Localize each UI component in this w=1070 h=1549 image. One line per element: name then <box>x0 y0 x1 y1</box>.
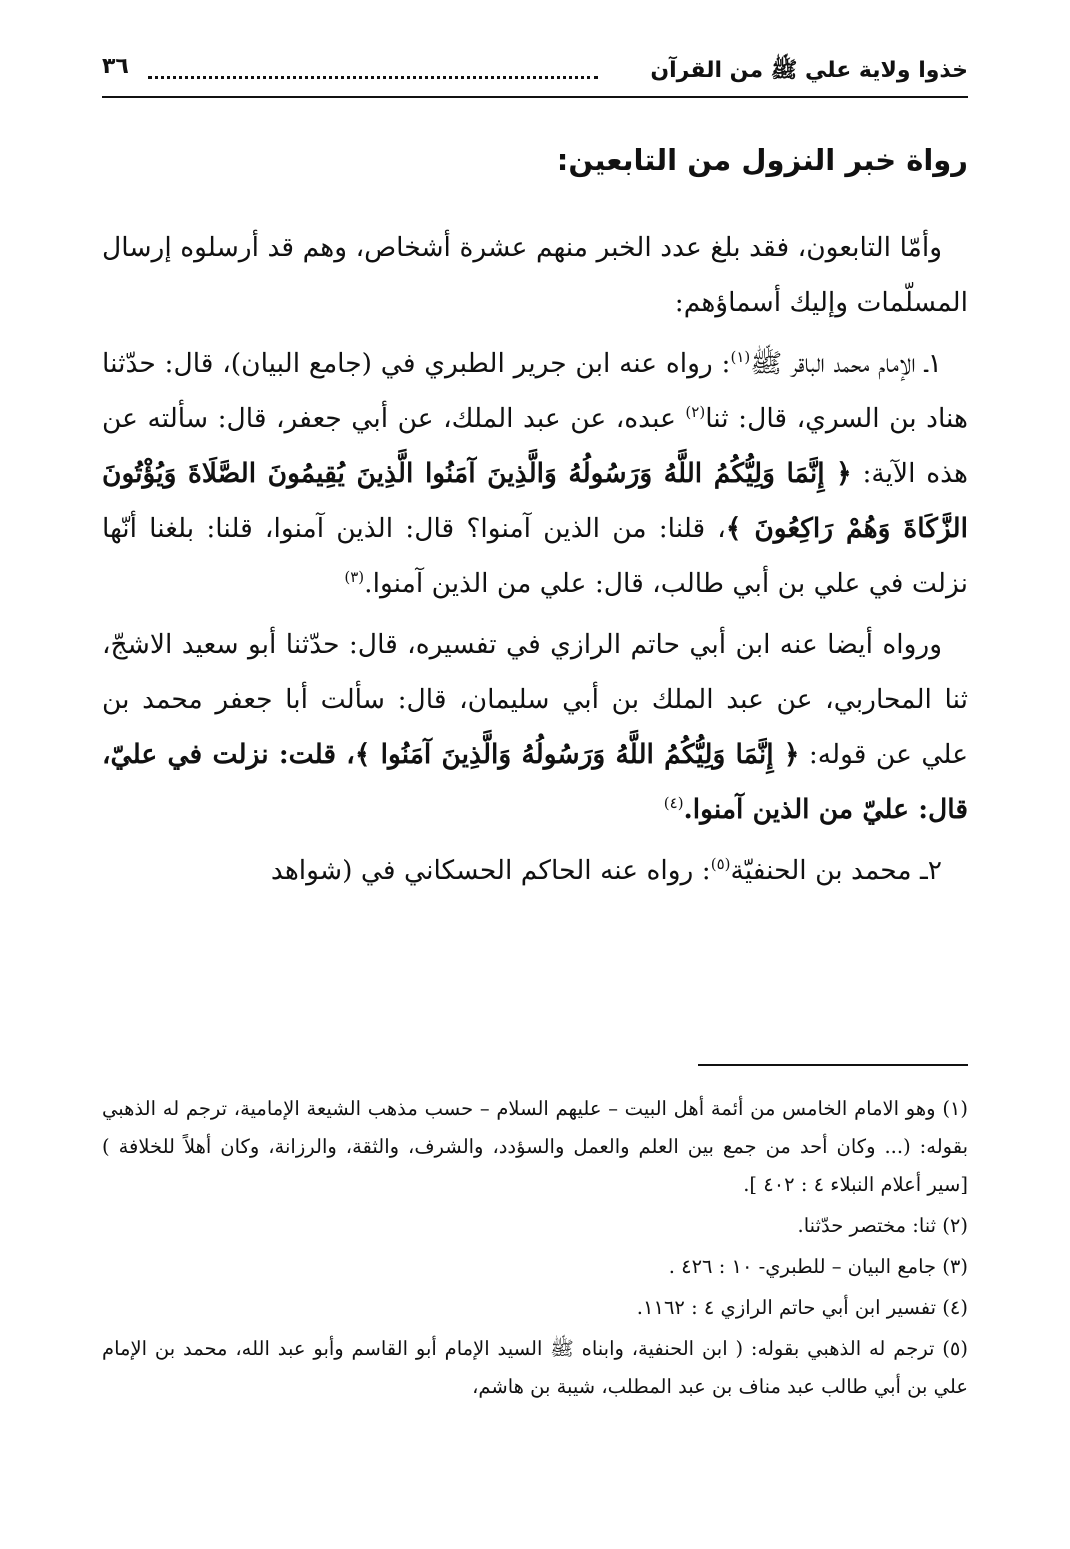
footnote-3-text: جامع البيان – للطبري- ١٠ : ٤٢٦ . <box>668 1255 937 1278</box>
paragraph-baqir-text-3: ، قلنا: من الذين آمنوا؟ قال: الذين آمنوا، قلنا: بلغنا أنّها نزلت في علي بن أبي طالب، قال: علي من الذين آمنوا. <box>102 513 968 599</box>
footnote-1-text: وهو الامام الخامس من أئمة أهل البيت – عليهم السلام – حسب مذهب الشيعة الإمامية، ترجم له الذهبي بقوله: (... وكان أحد من جمع بين العلم والعمل والسؤدد، والشرف، والثقة، والرزانة، وكان أهلاً للخلافة ) [سير أعلام النبلاء ٤ : ٤٠٢ ]. <box>102 1097 968 1196</box>
footnote-ref-5[interactable]: (٥) <box>710 855 731 874</box>
paragraph-intro <box>102 220 968 330</box>
footnote-ref-2[interactable]: (٢) <box>685 403 706 422</box>
paragraph-baqir <box>102 336 968 611</box>
paragraph-hanafiyya-text: : رواه عنه الحاكم الحسكاني في (شواهد <box>270 855 711 886</box>
narrator-2-name: ٢ـ محمد بن الحنفيّة <box>730 855 942 886</box>
quran-verse-full: ﴿ إِنَّمَا وَلِيُّكُمُ اللَّهُ وَرَسُولُهُ وَالَّذِينَ آمَنُوا الَّذِينَ يُقِيمُونَ الصَّلَاةَ وَيُؤْتُونَ الزَّكَاةَ وَهُمْ رَاكِعُونَ ﴾ <box>102 458 968 544</box>
paragraph-baqir-text-2: عبده، عن عبد الملك، عن أبي جعفر، قال: سألته عن هذه الآية: <box>102 403 968 489</box>
footnote-1-label: (١) <box>942 1097 969 1120</box>
footnote-ref-4[interactable]: (٤) <box>663 794 684 813</box>
footnote-ref-3[interactable]: (٣) <box>344 568 365 587</box>
footnote-1 <box>102 1090 968 1204</box>
paragraph-baqir-text-1: : رواه عنه ابن جرير الطبري في (جامع البيان)، قال: حدّثنا هناد بن السري، قال: ثنا <box>102 348 968 434</box>
section-heading: رواة خبر النزول من التابعين: <box>556 143 968 177</box>
footnote-5-text: ترجم له الذهبي بقوله: ( ابن الحنفية، وابناه ﷺ السيد الإمام أبو القاسم وأبو عبد الله، محمد بن الإمام علي بن أبي طالب عبد مناف بن عبد المطلب، شيبة بن هاشم، <box>102 1337 968 1398</box>
footnote-2 <box>102 1207 968 1245</box>
narrator-1-name: ١ـ الإمام محمد الباقر ﷺ <box>750 348 942 379</box>
paragraph-abi-hatim-text-1: ورواه أيضا عنه ابن أبي حاتم الرازي في تفسيره، قال: حدّثنا أبو سعيد الاشجّ، ثنا المحاربي، عن عبد الملك بن أبي سليمان، قال: سألت أبا جعفر محمد بن علي عن قوله: <box>102 629 969 770</box>
paragraph-intro-text: وأمّا التابعون، فقد بلغ عدد الخبر منهم عشرة أشخاص، وهم قد أرسلوه إرسال المسلّمات وإليك أسماؤهم: <box>102 232 968 318</box>
footnote-4-text: تفسير ابن أبي حاتم الرازي ٤ : ١١٦٢. <box>636 1296 937 1319</box>
footnote-4-label: (٤) <box>942 1296 968 1319</box>
footnote-3-label: (٣) <box>942 1255 968 1278</box>
footnotes <box>102 1090 968 1409</box>
quran-verse-short: ﴿ إِنَّمَا وَلِيُّكُمُ اللَّهُ وَرَسُولُهُ وَالَّذِينَ آمَنُوا ﴾ <box>354 739 800 770</box>
footnote-4 <box>102 1289 968 1327</box>
running-header <box>102 52 968 98</box>
footnote-ref-1[interactable]: (١) <box>730 348 751 367</box>
footnote-2-text: ثنا: مختصر حدّثنا. <box>797 1214 937 1237</box>
page-number: ٣٦ <box>102 54 129 79</box>
footnote-separator <box>698 1064 968 1066</box>
footnote-2-label: (٢) <box>942 1214 968 1237</box>
paragraph-abi-hatim-text-2: ، قلت: نزلت في عليّ، قال: عليّ من الذين آمنوا. <box>102 739 968 825</box>
running-title: خذوا ولاية علي ﷺ من القرآن <box>650 58 968 83</box>
main-text <box>102 140 968 904</box>
paragraph-hanafiyya <box>102 843 968 898</box>
footnote-5 <box>102 1330 968 1406</box>
header-dot-leader <box>148 76 598 79</box>
footnote-3 <box>102 1248 968 1286</box>
paragraph-abi-hatim <box>102 617 968 837</box>
footnote-5-label: (٥) <box>942 1337 968 1360</box>
